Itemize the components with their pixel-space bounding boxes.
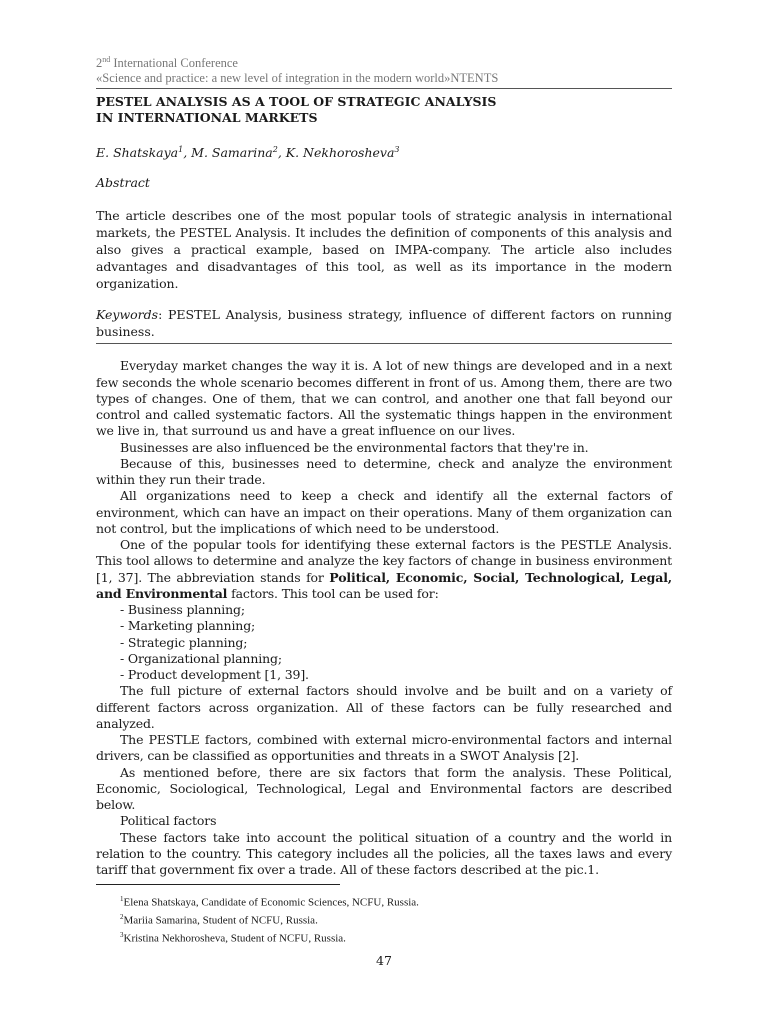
footnote-number: 2: [120, 913, 124, 922]
paragraph: Everyday market changes the way it is. A lot of new things are developed and in a next few seconds the whole scenario becomes different in front of us. Among them, there are two types of changes. One of them, that we can control, and another one that fall beyond our control and called systematic factors. All the systematic things happen in the environment we live in, that surround us and have a great influence on our lives.: [96, 358, 672, 439]
author-1: E. Shatskaya: [96, 145, 179, 161]
author-1-sup: 1: [178, 145, 184, 155]
title-line-1: PESTEL ANALYSIS AS A TOOL OF STRATEGIC ANALYSIS: [96, 94, 497, 110]
footnotes: [120, 892, 419, 946]
keywords: [96, 306, 672, 340]
abstract-text: The article describes one of the most popular tools of strategic analysis in international markets, the PESTEL Analysis. It includes the definition of components of this analysis and also gives a practical example, based on IMPA-company. The article also includes advantages and disadvantages of this tool, as well as its importance in the modern organization.: [96, 208, 672, 292]
footnote: [120, 892, 419, 910]
author-2: , M. Samarina: [183, 145, 273, 161]
footnote-number: 1: [120, 895, 124, 903]
footnote-number: 3: [120, 931, 124, 940]
footnote-text: Mariia Samarina, Student of NCFU, Russia.: [123, 914, 318, 927]
header-line-2: «Science and practice: a new level of integration in the modern world»NTENTS: [96, 71, 499, 86]
header-conference: International Conference: [110, 56, 238, 71]
author-3-sup: 3: [394, 145, 400, 155]
paper-title: [96, 94, 672, 126]
list-item: - Product development [1, 39].: [120, 667, 309, 683]
paragraph-part: One of the popular tools for identifying these external factors is the PESTLE Analysis. This tool allows to determine and analyze the key factors of change in business environment [1, 37]. The abbreviation stands for: [96, 537, 672, 585]
abstract-rule: [96, 343, 672, 344]
authors: [96, 142, 672, 161]
abstract-label: Abstract: [96, 175, 150, 191]
page-number: 47: [376, 953, 392, 968]
paragraph: Businesses are also influenced be the environmental factors that they're in.: [120, 439, 589, 455]
header-line-1: [96, 52, 672, 71]
paragraph: Because of this, businesses need to determine, check and analyze the environment within they run their trade.: [96, 455, 672, 488]
author-3: , K. Nekhorosheva: [277, 145, 395, 161]
paragraph: The full picture of external factors should involve and be built and on a variety of different factors across organization. All of these factors can be fully researched and analyzed.: [96, 683, 672, 731]
paragraph: These factors take into account the political situation of a country and the world in relation to the country. This category includes all the policies, all the taxes laws and every tariff that government fix over a trade. All of these factors described at the pic.1.: [96, 829, 672, 878]
paragraph: All organizations need to keep a check and identify all the external factors of environment, which can have an impact on their operations. Many of them organization can not control, but the implications of which need to be understood.: [96, 488, 672, 536]
list-item: - Marketing planning;: [120, 618, 256, 634]
title-line-2: IN INTERNATIONAL MARKETS: [96, 110, 318, 126]
paragraph-part: factors. This tool can be used for:: [227, 585, 439, 601]
pestle-factors-bold: Political, Economic, Social, Technological, Legal, and Environmental: [96, 569, 673, 601]
paragraph: As mentioned before, there are six factors that form the analysis. These Political, Economic, Sociological, Technological, Legal and Environmental factors are described below.: [96, 764, 672, 813]
running-header: [96, 52, 672, 86]
body-text: [96, 358, 672, 878]
list-item: - Business planning;: [120, 602, 245, 618]
keywords-label: Keywords: [96, 307, 159, 323]
paper-page: [96, 52, 672, 878]
footnote-text: Kristina Nekhorosheva, Student of NCFU, Russia.: [123, 932, 346, 945]
paragraph: The PESTLE factors, combined with external micro-environmental factors and internal drivers, can be classified as opportunities and threats in a SWOT Analysis [2].: [96, 732, 672, 764]
footnote-text: Elena Shatskaya, Candidate of Economic Sciences, NCFU, Russia.: [123, 896, 419, 909]
header-rule: [96, 88, 672, 89]
section-heading: Political factors: [120, 813, 217, 829]
footnote: [120, 910, 419, 928]
footnote-rule: [96, 884, 340, 885]
author-2-sup: 2: [272, 145, 278, 155]
usage-list: [96, 602, 672, 683]
keywords-text: : PESTEL Analysis, business strategy, influence of different factors on running business.: [96, 307, 672, 340]
list-item: - Strategic planning;: [120, 634, 248, 650]
paragraph: [96, 537, 672, 602]
footnote: [120, 928, 419, 946]
header-ordinal: 2: [96, 56, 103, 71]
list-item: - Organizational planning;: [120, 650, 282, 666]
header-ordinal-sup: nd: [102, 55, 111, 64]
